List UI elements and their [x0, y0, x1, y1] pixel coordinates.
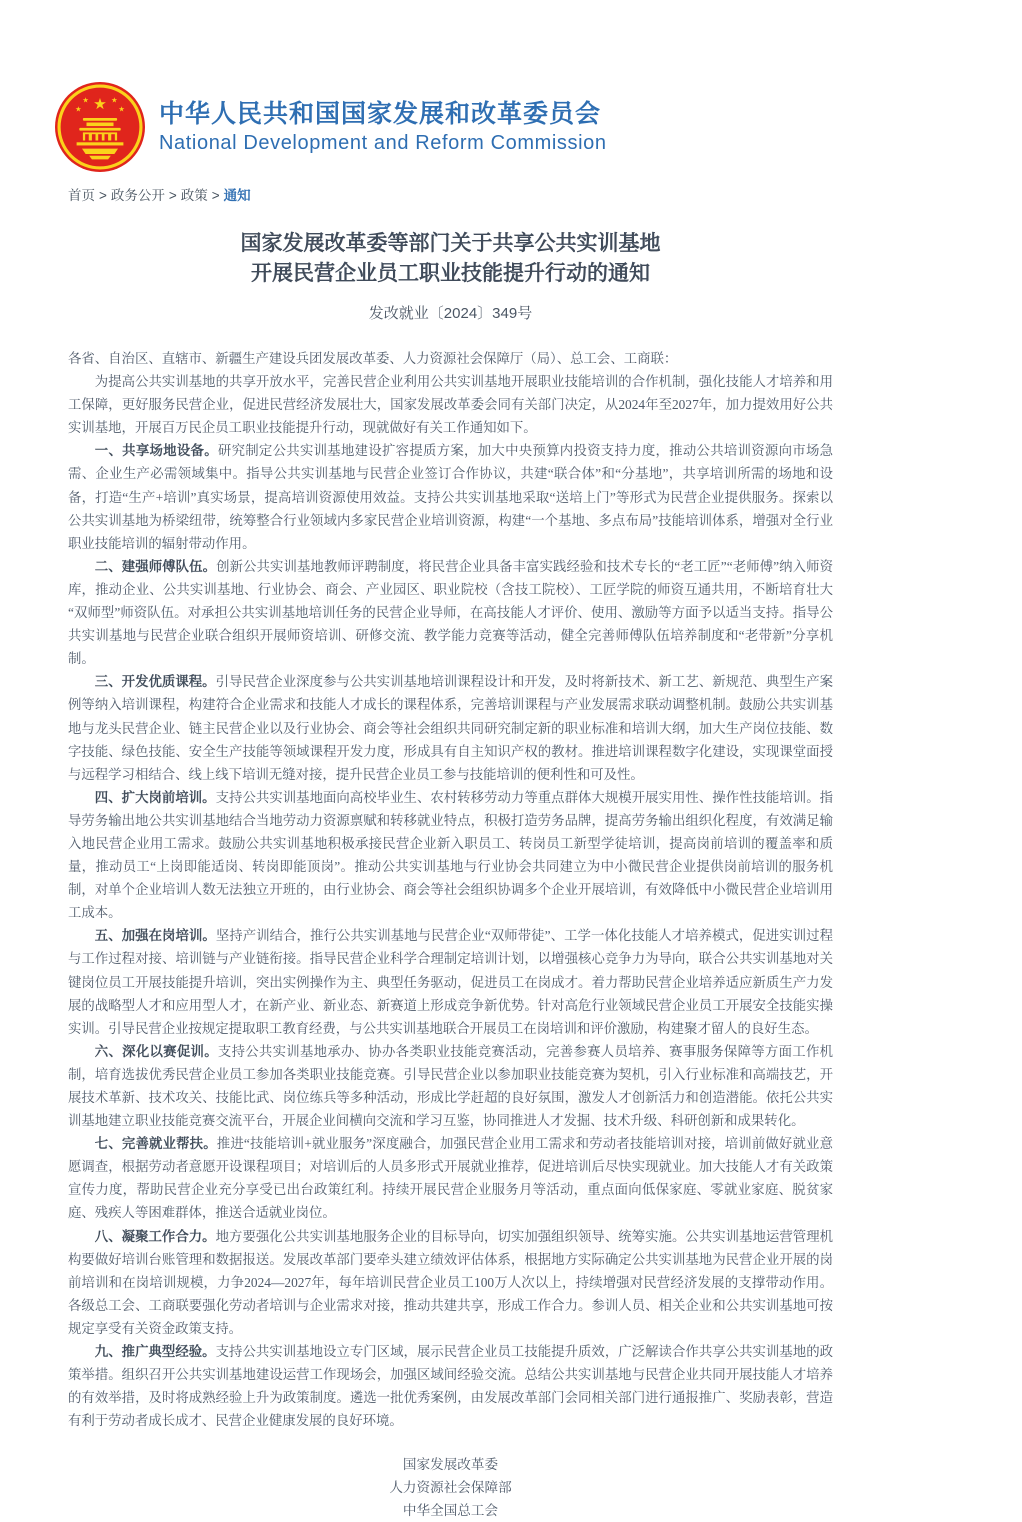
- sections-container: [68, 439, 833, 1432]
- breadcrumb-item[interactable]: 政策: [180, 188, 208, 203]
- signature-line: 国家发展改革委: [402, 1457, 499, 1473]
- signature-block: [68, 1453, 833, 1522]
- breadcrumb-item[interactable]: 政务公开: [110, 188, 165, 203]
- section-heading: 一、共享场地设备。: [94, 443, 218, 459]
- breadcrumb-separator: >: [211, 188, 220, 203]
- document-number: 发改就业〔2024〕349号: [368, 305, 533, 322]
- intro-paragraph: 为提高公共实训基地的共享开放水平，完善民营企业利用公共实训基地开展职业技能培训的合作机制，强化技能人才培养和用工保障，更好服务民营企业，促进民营经济发展壮大，国家发展改革委会同有关部门决定，从2024年至2027年，加力提效用好公共实训基地，开展百万民企员工职业技能提升行动，现就做好有关工作通知如下。: [68, 374, 833, 436]
- salutation: 各省、自治区、直辖市、新疆生产建设兵团发展改革委、人力资源社会保障厅（局）、总工会、工商联：: [68, 351, 678, 366]
- svg-text:★: ★: [75, 104, 82, 114]
- breadcrumb-current: 通知: [223, 188, 251, 203]
- section-text: 研究制定公共实训基地建设扩容提质方案，加大中央预算内投资支持力度，推动公共培训资源向市场急需、企业生产必需领域集中。指导公共实训基地与民营企业签订合作协议，共建“联合体”和“分基地”，共享培训所需的场地和设备，打造“生产+培训”真实场景，提高培训资源使用效益。支持公共实训基地采取“送培上门”等形式为民营企业提供服务。探索以公共实训基地为桥梁纽带，统筹整合行业领域内多家民营企业培训资源，构建“一个基地、多点布局”技能培训体系，增强对全行业职业技能培训的辐射带动作用。: [68, 443, 834, 551]
- title-line-2: 开展民营企业员工职业技能提升行动的通知: [251, 262, 650, 285]
- section-text: 坚持产训结合，推行公共实训基地与民营企业“双师带徒”、工学一体化技能人才培养模式，促进实训过程与工作过程对接、培训链与产业链衔接。指导民营企业科学合理制定培训计划，以增强核心竞争力为导向，联合公共实训基地对关键岗位员工开展技能提升培训，突出实例操作为主、典型任务驱动，促进员工在岗成才。着力帮助民营企业培养适应新质生产力发展的战略型人才和应用型人才，在新产业、新业态、新赛道上形成竞争新优势。针对高危行业领域民营企业员工开展安全技能实操实训。引导民营企业按规定提取职工教育经费，与公共实训基地联合开展员工在岗培训和评价激励，构建聚才留人的良好生态。: [68, 928, 833, 1036]
- breadcrumb-separator: >: [99, 188, 107, 203]
- breadcrumb-separator: >: [168, 188, 177, 203]
- section-text: 创新公共实训基地教师评聘制度，将民营企业具备丰富实践经验和技术专长的“老工匠”“老师傅”纳入师资库，推动企业、公共实训基地、行业协会、商会、产业园区、职业院校（含技工院校）、工匠学院的师资互通共用，不断培育壮大“双师型”师资队伍。对承担公共实训基地培训任务的民营企业导师，在高技能人才评价、使用、激励等方面予以适当支持。指导公共实训基地与民营企业联合组织开展师资培训、研修交流、教学能力竞赛等活动，健全完善师傅队伍培养制度和“老带新”分享机制。: [68, 558, 833, 667]
- org-name-cn: 中华人民共和国国家发展和改革委员会: [159, 100, 602, 128]
- section-paragraph: [68, 786, 833, 925]
- section-paragraph: [68, 670, 833, 785]
- section-text: 支持公共实训基地设立专门区域，展示民营企业员工技能提升质效，广泛解读合作共享公共实训基地的政策举措。组织召开公共实训基地建设运营工作现场会，加强区域间经验交流。总结公共实训基地与民营企业共同开展技能人才培养的有效举措，及时将成熟经验上升为政策制度。遴选一批优秀案例，由发展改革部门会同相关部门进行通报推广、奖励表彰，营造有利于劳动者成长成才、民营企业健康发展的良好环境。: [68, 1344, 834, 1429]
- document-body: [68, 347, 833, 1432]
- section-text: 地方要强化公共实训基地服务企业的目标导向，切实加强组织领导、统筹实施。公共实训基地运营管理机构要做好培训台账管理和数据报送。发展改革部门要牵头建立绩效评估体系，根据地方实际确定公共实训基地为民营企业开展的岗前培训和在岗培训规模，力争2024—2027年，每年培训民营企业员工100万人次以上，持续增强对民营经济发展的支撑带动作用。各级总工会、工商联要强化劳动者培训与企业需求对接，推动共建共享，形成工作合力。参训人员、相关企业和公共实训基地可按规定享受有关资金政策支持。: [68, 1228, 834, 1336]
- section-heading: 九、推广典型经验。: [94, 1344, 216, 1360]
- section-heading: 六、深化以赛促训。: [94, 1043, 218, 1059]
- section-paragraph: [68, 1340, 833, 1432]
- svg-text:★: ★: [93, 95, 107, 113]
- svg-text:★: ★: [111, 95, 118, 105]
- section-heading: 四、扩大岗前培训。: [94, 789, 216, 805]
- org-name-en: National Development and Reform Commission: [159, 132, 607, 154]
- section-text: 支持公共实训基地面向高校毕业生、农村转移劳动力等重点群体大规模开展实用性、操作性技能培训。指导劳务输出地公共实训基地结合当地劳动力资源禀赋和转移就业特点，积极打造劳务品牌，提高劳务输出组织化程度，有效满足输入地民营企业用工需求。鼓励公共实训基地积极承接民营企业新入职员工、转岗员工新型学徒培训，提高岗前培训的覆盖率和质量，推动员工“上岗即能适岗、转岗即能顶岗”。推动公共实训基地与行业协会共同建立为中小微民营企业提供岗前培训的服务机制，对单个企业培训人数无法独立开班的，由行业协会、商会等社会组织协调多个企业开展培训，有效降低中小微民营企业培训用工成本。: [68, 789, 834, 921]
- section-paragraph: [68, 555, 833, 670]
- page-title: [68, 229, 833, 289]
- section-heading: 五、加强在岗培训。: [94, 928, 216, 944]
- section-heading: 八、凝聚工作合力。: [94, 1228, 216, 1244]
- svg-text:★: ★: [118, 104, 125, 114]
- section-paragraph: [68, 1225, 833, 1340]
- section-heading: 三、开发优质课程。: [94, 674, 216, 690]
- breadcrumb: [68, 187, 833, 205]
- section-text: 支持公共实训基地承办、协办各类职业技能竞赛活动，完善参赛人员培养、赛事服务保障等方面工作机制，培育选拔优秀民营企业员工参加各类职业技能竞赛。引导民营企业以参加职业技能竞赛为契机，引入行业标准和高端技艺，开展技术革新、技术攻关、技能比武、岗位练兵等多种活动，形成比学赶超的良好氛围，激发人才创新活力和创造潜能。依托公共实训基地建立职业技能竞赛交流平台，开展企业间横向交流和学习互鉴，协同推进人才发掘、技术升级、科研创新和成果转化。: [68, 1043, 834, 1129]
- svg-text:★: ★: [82, 95, 89, 105]
- signature-line: 人力资源社会保障部: [389, 1480, 512, 1496]
- section-paragraph: [68, 924, 833, 1039]
- section-heading: 七、完善就业帮扶。: [94, 1136, 217, 1152]
- section-paragraph: [68, 1132, 833, 1224]
- signature-line: 中华全国总工会: [402, 1503, 499, 1519]
- section-text: 引导民营企业深度参与公共实训基地培训课程设计和开发，及时将新技术、新工艺、新规范、典型生产案例等纳入培训课程，构建符合企业需求和技能人才成长的课程体系，完善培训课程与产业发展需求联动调整机制。鼓励公共实训基地与龙头民营企业、链主民营企业以及行业协会、商会等社会组织共同研究制定新的职业标准和培训大纲，加大生产岗位技能、数字技能、绿色技能、安全生产技能等领域课程开发力度，形成具有自主知识产权的教材。推进培训课程数字化建设，实现课堂面授与远程学习相结合、线上线下培训无缝对接，提升民营企业员工参与技能培训的便利性和可及性。: [68, 674, 834, 782]
- title-line-1: 国家发展改革委等部门关于共享公共实训基地: [240, 232, 661, 255]
- document-page: [68, 0, 833, 1522]
- section-heading: 二、建强师傅队伍。: [94, 558, 217, 574]
- breadcrumb-item[interactable]: 首页: [68, 188, 95, 203]
- section-paragraph: [68, 439, 833, 554]
- section-text: 推进“技能培训+就业服务”深度融合，加强民营企业用工需求和劳动者技能培训对接，培训前做好就业意愿调查，根据劳动者意愿开设课程项目；对培训后的人员多形式开展就业推荐，促进培训后尽快实现就业。加大技能人才有关政策宣传力度，帮助民营企业充分享受已出台政策红利。持续开展民营企业服务月等活动，重点面向低保家庭、零就业家庭、脱贫家庭、残疾人等困难群体，推送合适就业岗位。: [68, 1136, 833, 1221]
- section-paragraph: [68, 1040, 833, 1132]
